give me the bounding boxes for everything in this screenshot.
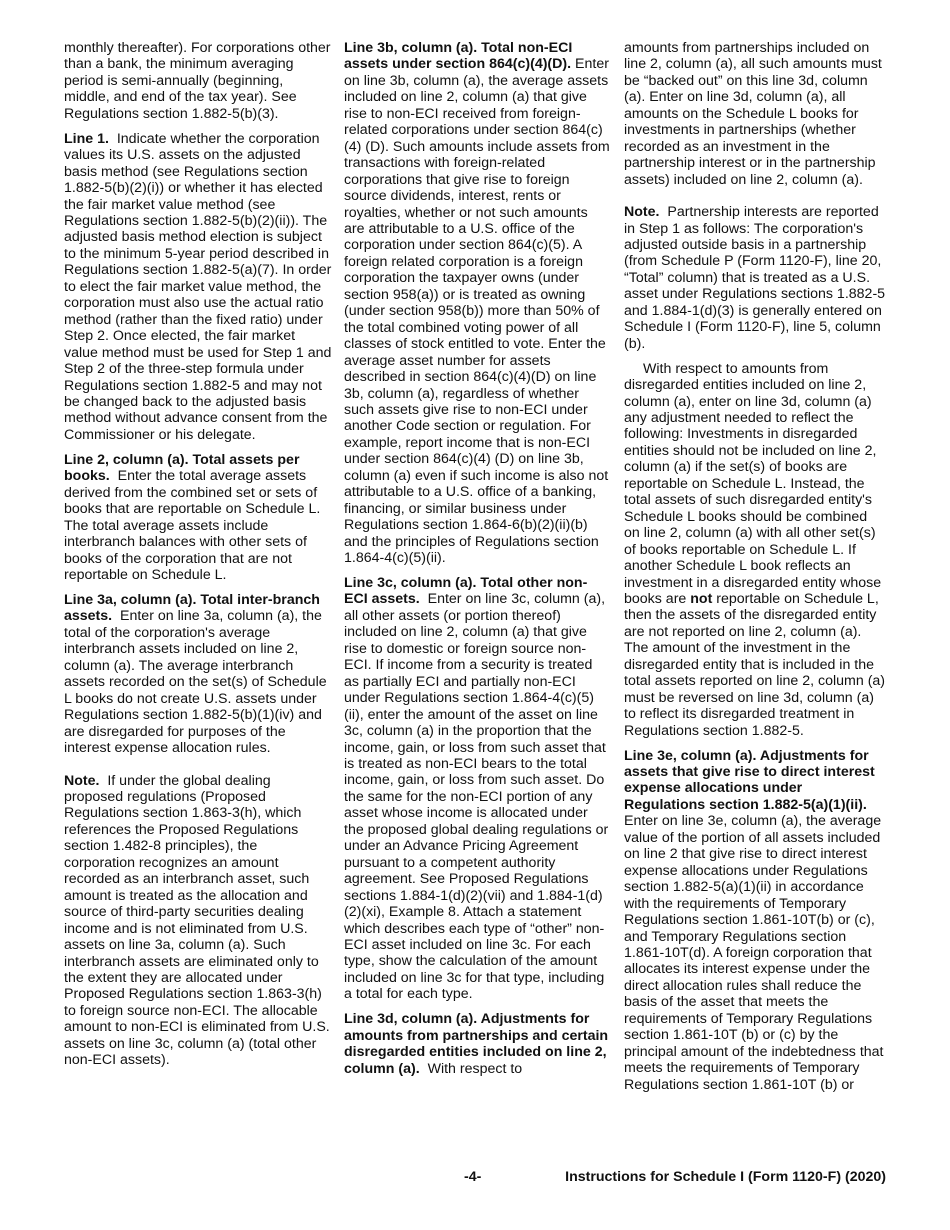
footer-title: Instructions for Schedule I (Form 1120-F) (2020) xyxy=(565,1169,886,1185)
paragraph-line-1: Line 1. Indicate whether the corporation values its U.S. assets on the adjusted basis method (see Regulations section 1.882-5(b)(2)(i)) or whether it has elected the fair market value method (see Regulations section 1.882-5(b)(2)(ii)). The adjusted basis method election is subject to the minimum 5-year period described in Regulations section 1.882-5(a)(7). In order to elect the fair market value method, the corporation must also use the actual ratio method (rather than the fixed ratio) under Step 2. Once elected, the fair market value method must be used for Step 1 and Step 2 of the three-step formula under Regulations section 1.882-5 and may not be changed back to the adjusted basis method without advance consent from the Commissioner or his delegate. xyxy=(64,130,332,443)
paragraph-note-partnership: Note. Partnership interests are reported in Step 1 as follows: The corporation's adjusted outside basis in a partnership (from Schedule P (Form 1120-F), line 20, “Total” column) that is treated as a U.S. asset under Regulations sections 1.882-5 and 1.884-1(d)(3) is generally entered on Schedule I (Form 1120-F), line 5, column (b). xyxy=(624,204,886,352)
paragraph-note-interbranch: Note. If under the global dealing proposed regulations (Proposed Regulations section 1.863-3(h), which references the Proposed Regulations section 1.482-8 principles), the corporation recognizes an amount recorded as an interbranch asset, such amount is treated as the allocation and source of third-party securities dealing income and is not eliminated from U.S. assets on line 3a, column (a). Such interbranch assets are eliminated only to the extent they are allocated under Proposed Regulations section 1.863-3(h) to foreign source non-ECI. The allocable amount to non-ECI is eliminated from U.S. assets on line 3c, column (a) (total other non-ECI assets). xyxy=(64,772,330,1069)
page-number: -4- xyxy=(464,1169,482,1185)
heading-note: Note. xyxy=(64,772,100,789)
column-right xyxy=(624,40,886,1102)
heading-line-3c: Line 3c, column (a). Total other non-ECI assets. xyxy=(344,575,588,608)
heading-line-3d: Line 3d, column (a). Adjustments for amounts from partnerships and certain disregarded entities included on line 2, column (a). xyxy=(344,1011,609,1077)
heading-line-3a: Line 3a, column (a). Total inter-branch assets. xyxy=(64,592,320,625)
heading-line-3b: Line 3b, column (a). Total non-ECI assets under section 864(c)(4)(D). xyxy=(344,40,573,73)
paragraph-disregarded-entities: With respect to amounts from disregarded entities included on line 2, column (a), enter on line 3d, column (a) any adjustment needed to reflect the following: Investments in disregarded entities should not be included on line 2, column (a) if the set(s) of books are reportable on Schedule L. Instead, the total assets of such disregarded entity's Schedule L books should be combined on line 2, column (a) with all other set(s) of books reportable on Schedule L. If another Schedule L book reflects an investment in a disregarded entity whose books are not reportable on Schedule L, then the assets of the disregarded entity are not reported on line 2, column (a). The amount of the investment in the disregarded entity that is included in the total assets reported on line 2, column (a) must be reversed on line 3d, column (a) to reflect its disregarded treatment in Regulations section 1.882-5. xyxy=(624,360,886,739)
emphasis-not: not xyxy=(690,591,713,607)
paragraph-line-3e: Line 3e, column (a). Adjustments for assets that give rise to direct interest expense allocations under Regulations section 1.882-5(a)(1)(ii). Enter on line 3e, column (a), the average value of the portion of all assets included on line 2 that give rise to direct interest expense allocations under Regulations section 1.882-5(a)(1)(ii) in accordance with the requirements of Temporary Regulations section 1.861-10T(b) or (c), and Temporary Regulations section 1.861-10T(d). A foreign corporation that allocates its interest expense under the direct allocation rules shall reduce the basis of the asset that meets the requirements of Temporary Regulations section 1.861-10T (b) or (c) by the principal amount of the indebtedness that meets the requirements of Temporary Regulations section 1.861-10T (b) or xyxy=(624,747,884,1093)
heading-line-1: Line 1. xyxy=(64,130,109,147)
heading-note: Note. xyxy=(624,204,660,221)
heading-line-3e: Line 3e, column (a). Adjustments for assets that give rise to direct interest expense allocations under Regulations section 1.882-5(a)(1)(ii). xyxy=(624,747,875,813)
column-middle xyxy=(344,40,610,1086)
heading-line-2: Line 2, column (a). Total assets per books. xyxy=(64,451,300,485)
paragraph-line-3d: Line 3d, column (a). Adjustments for amounts from partnerships and certain disregarded entities included on line 2, column (a). With respect to xyxy=(344,1011,609,1077)
paragraph-averaging-period: monthly thereafter). For corporations other than a bank, the minimum averaging period is semi-annually (beginning, middle, and end of the tax year). See Regulations section 1.882-5(b)(3). xyxy=(64,40,331,122)
page-footer xyxy=(0,1169,950,1187)
paragraph-line-3c: Line 3c, column (a). Total other non-ECI assets. Enter on line 3c, column (a), all other assets (or portion thereof) included on line 2, column (a) that give rise to domestic or foreign source non-ECI. If income from a security is treated as partially ECI and partially non-ECI under Regulations section 1.864-4(c)(5)(ii), enter the amount of the asset on line 3c, column (a) in the proportion that the income, gain, or loss from such asset that is treated as non-ECI bears to the total income, gain, or loss from such asset. Do the same for the non-ECI portion of any asset whose income is allocated under the proposed global dealing regulations or under an Advance Pricing Agreement pursuant to a competent authority agreement. See Proposed Regulations sections 1.884-1(d)(2)(vii) and 1.884-1(d)(2)(xi), Example 8. Attach a statement which describes each type of “other” non-ECI asset included on line 3c. For each type, show the calculation of the amount included on line 3c for that type, including a total for each type. xyxy=(344,575,609,1003)
paragraph-partnership-amounts: amounts from partnerships included on line 2, column (a), all such amounts must be “backed out” on this line 3d, column (a). Enter on line 3d, column (a), all amounts on the Schedule L books for investments in partnerships (whether recorded as an investment in the partnership interest or in the partnership assets) included on line 2, column (a). xyxy=(624,40,882,188)
paragraph-line-3a: Line 3a, column (a). Total inter-branch assets. Enter on line 3a, column (a), the total of the corporation's average interbranch assets included on line 2, column (a). The average interbranch assets recorded on the set(s) of Schedule L books do not create U.S. assets under Regulations section 1.882-5(b)(1)(iv) and are disregarded for purposes of the interest expense allocation rules. xyxy=(64,592,327,757)
paragraph-line-2: Line 2, column (a). Total assets per books. Enter the total average assets derived from the combined set or sets of books that are reportable on Schedule L. The total average assets include interbranch balances with other sets of books of the corporation that are not reportable on Schedule L. xyxy=(64,451,321,584)
column-left xyxy=(64,40,332,1077)
paragraph-line-3b: Line 3b, column (a). Total non-ECI assets under section 864(c)(4)(D). Enter on line 3b, column (a), the average assets included on line 2, column (a) that give rise to non-ECI received from foreign-related corporations under section 864(c)(4) (D). Such amounts include assets from transactions with foreign-related corporations that give rise to foreign source dividends, interest, rents or royalties, whether or not such amounts are attributable to a U.S. office of the corporation under section 864(c)(5). A foreign related corporation is a foreign corporation the taxpayer owns (under section 958(a)) or is treated as owning (under section 958(b)) more than 50% of the total combined voting power of all classes of stock entitled to vote. Enter the average asset number for assets described in section 864(c)(4)(D) on line 3b, column (a), regardless of whether such assets give rise to non-ECI under another Code section or regulation. For example, report income that is non-ECI under section 864(c)(4) (D) on line 3b, column (a) even if such income is also not attributable to a U.S. office of a banking, financing, or similar business under Regulations section 1.864-6(b)(2)(ii)(b) and the principles of Regulations section 1.864-4(c)(5)(ii). xyxy=(344,40,610,567)
